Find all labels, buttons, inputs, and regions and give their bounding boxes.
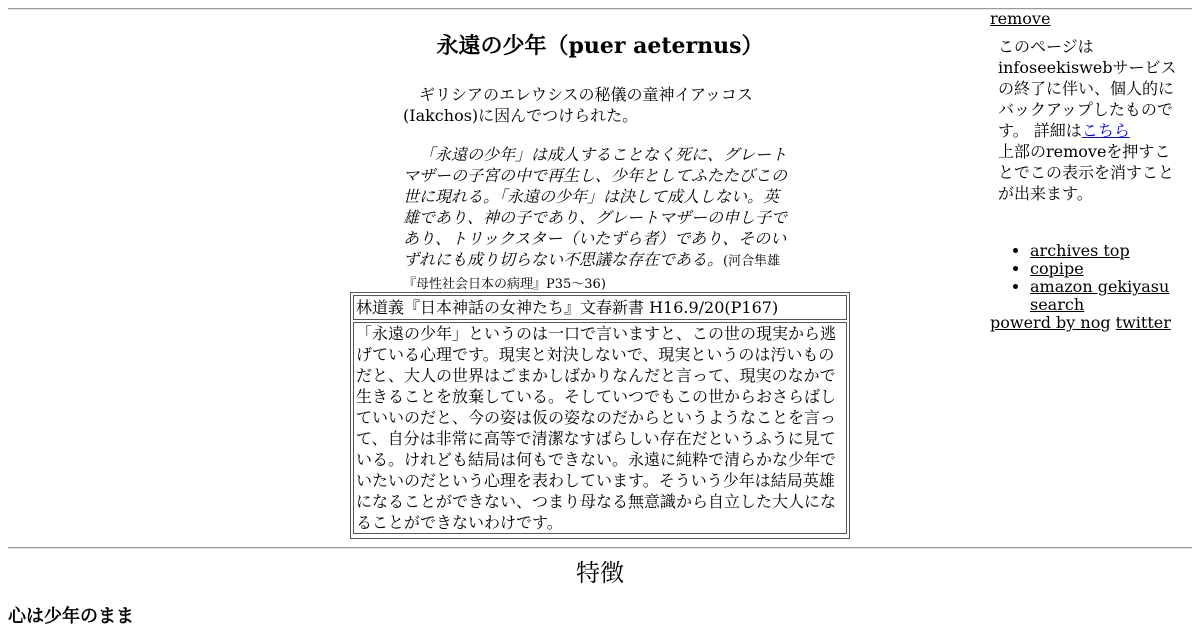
list-item <box>1030 278 1195 314</box>
list-item <box>1030 242 1195 260</box>
notice-text: このページはinfoseekiswebサービスの終了に伴い、個人的にバックアップしたものです。 詳細は <box>998 37 1177 140</box>
page-title: 永遠の少年（puer aeternus） <box>436 33 764 59</box>
list-item <box>1030 260 1195 278</box>
quote-text: 「永遠の少年」は成人することなく死に、グレートマザーの子宮の中で再生し、少年としてふたたびこの世に現れる。「永遠の少年」は決して成人しない。英雄であり、神の子であり、グレートマザーの申し子であり、トリックスター（いたずら者）であり、そのいずれにも成り切らない不思議な存在である。 <box>403 145 788 269</box>
backup-notice <box>998 36 1180 204</box>
archives-top-link[interactable]: archives top <box>1030 241 1130 260</box>
book-quote-text: 「永遠の少年」というのは一口で言いますと、この世の現実から逃げている心理です。現実と対決しないで、現実というのは汚いものだと、大人の世界はごまかしばかりなんだと言って、現実のなかで生きることを放棄している。そしていつでもこの世からおさらばしていいのだと、今の姿は仮の姿なのだからというようなことを言って、自分は非常に高等で清潔なすばらしい存在だというふうに見ている。けれども結局は何もできない。永遠に純粋で清らかな少年でいたいのだという心理を表わしています。そういう少年は結局英雄になることができない、つまり母なる無意識から自立した大人になることができないわけです。 <box>353 322 847 534</box>
twitter-link[interactable]: twitter <box>1115 313 1171 332</box>
section-title: 特徴 <box>576 559 624 587</box>
notice-remove-hint: 上部のremoveを押すことでこの表示を消すことが出来ます。 <box>998 142 1175 203</box>
amazon-search-link[interactable]: amazon gekiyasu search <box>1030 277 1170 314</box>
sidebar-links <box>990 242 1195 314</box>
details-link[interactable]: こちら <box>1081 121 1130 140</box>
intro-paragraph: ギリシアのエレウシスの秘儀の童神イアッコス(Iakchos)に因んでつけられた。 <box>403 85 753 125</box>
quote-paragraph <box>403 144 793 295</box>
section-divider <box>8 547 1192 549</box>
remove-link[interactable]: remove <box>990 9 1051 28</box>
book-source: 林道義『日本神話の女神たち』文春新書 H16.9/20(P167) <box>353 295 847 320</box>
copipe-link[interactable]: copipe <box>1030 259 1084 278</box>
powered-by <box>990 314 1171 332</box>
book-quote-table <box>350 292 850 539</box>
quote-citation: (河合隼雄『母性社会日本の病理』P35～36) <box>403 254 781 292</box>
powered-by-link[interactable]: powerd by nog <box>990 313 1111 332</box>
subheading: 心は少年のまま <box>8 606 134 627</box>
